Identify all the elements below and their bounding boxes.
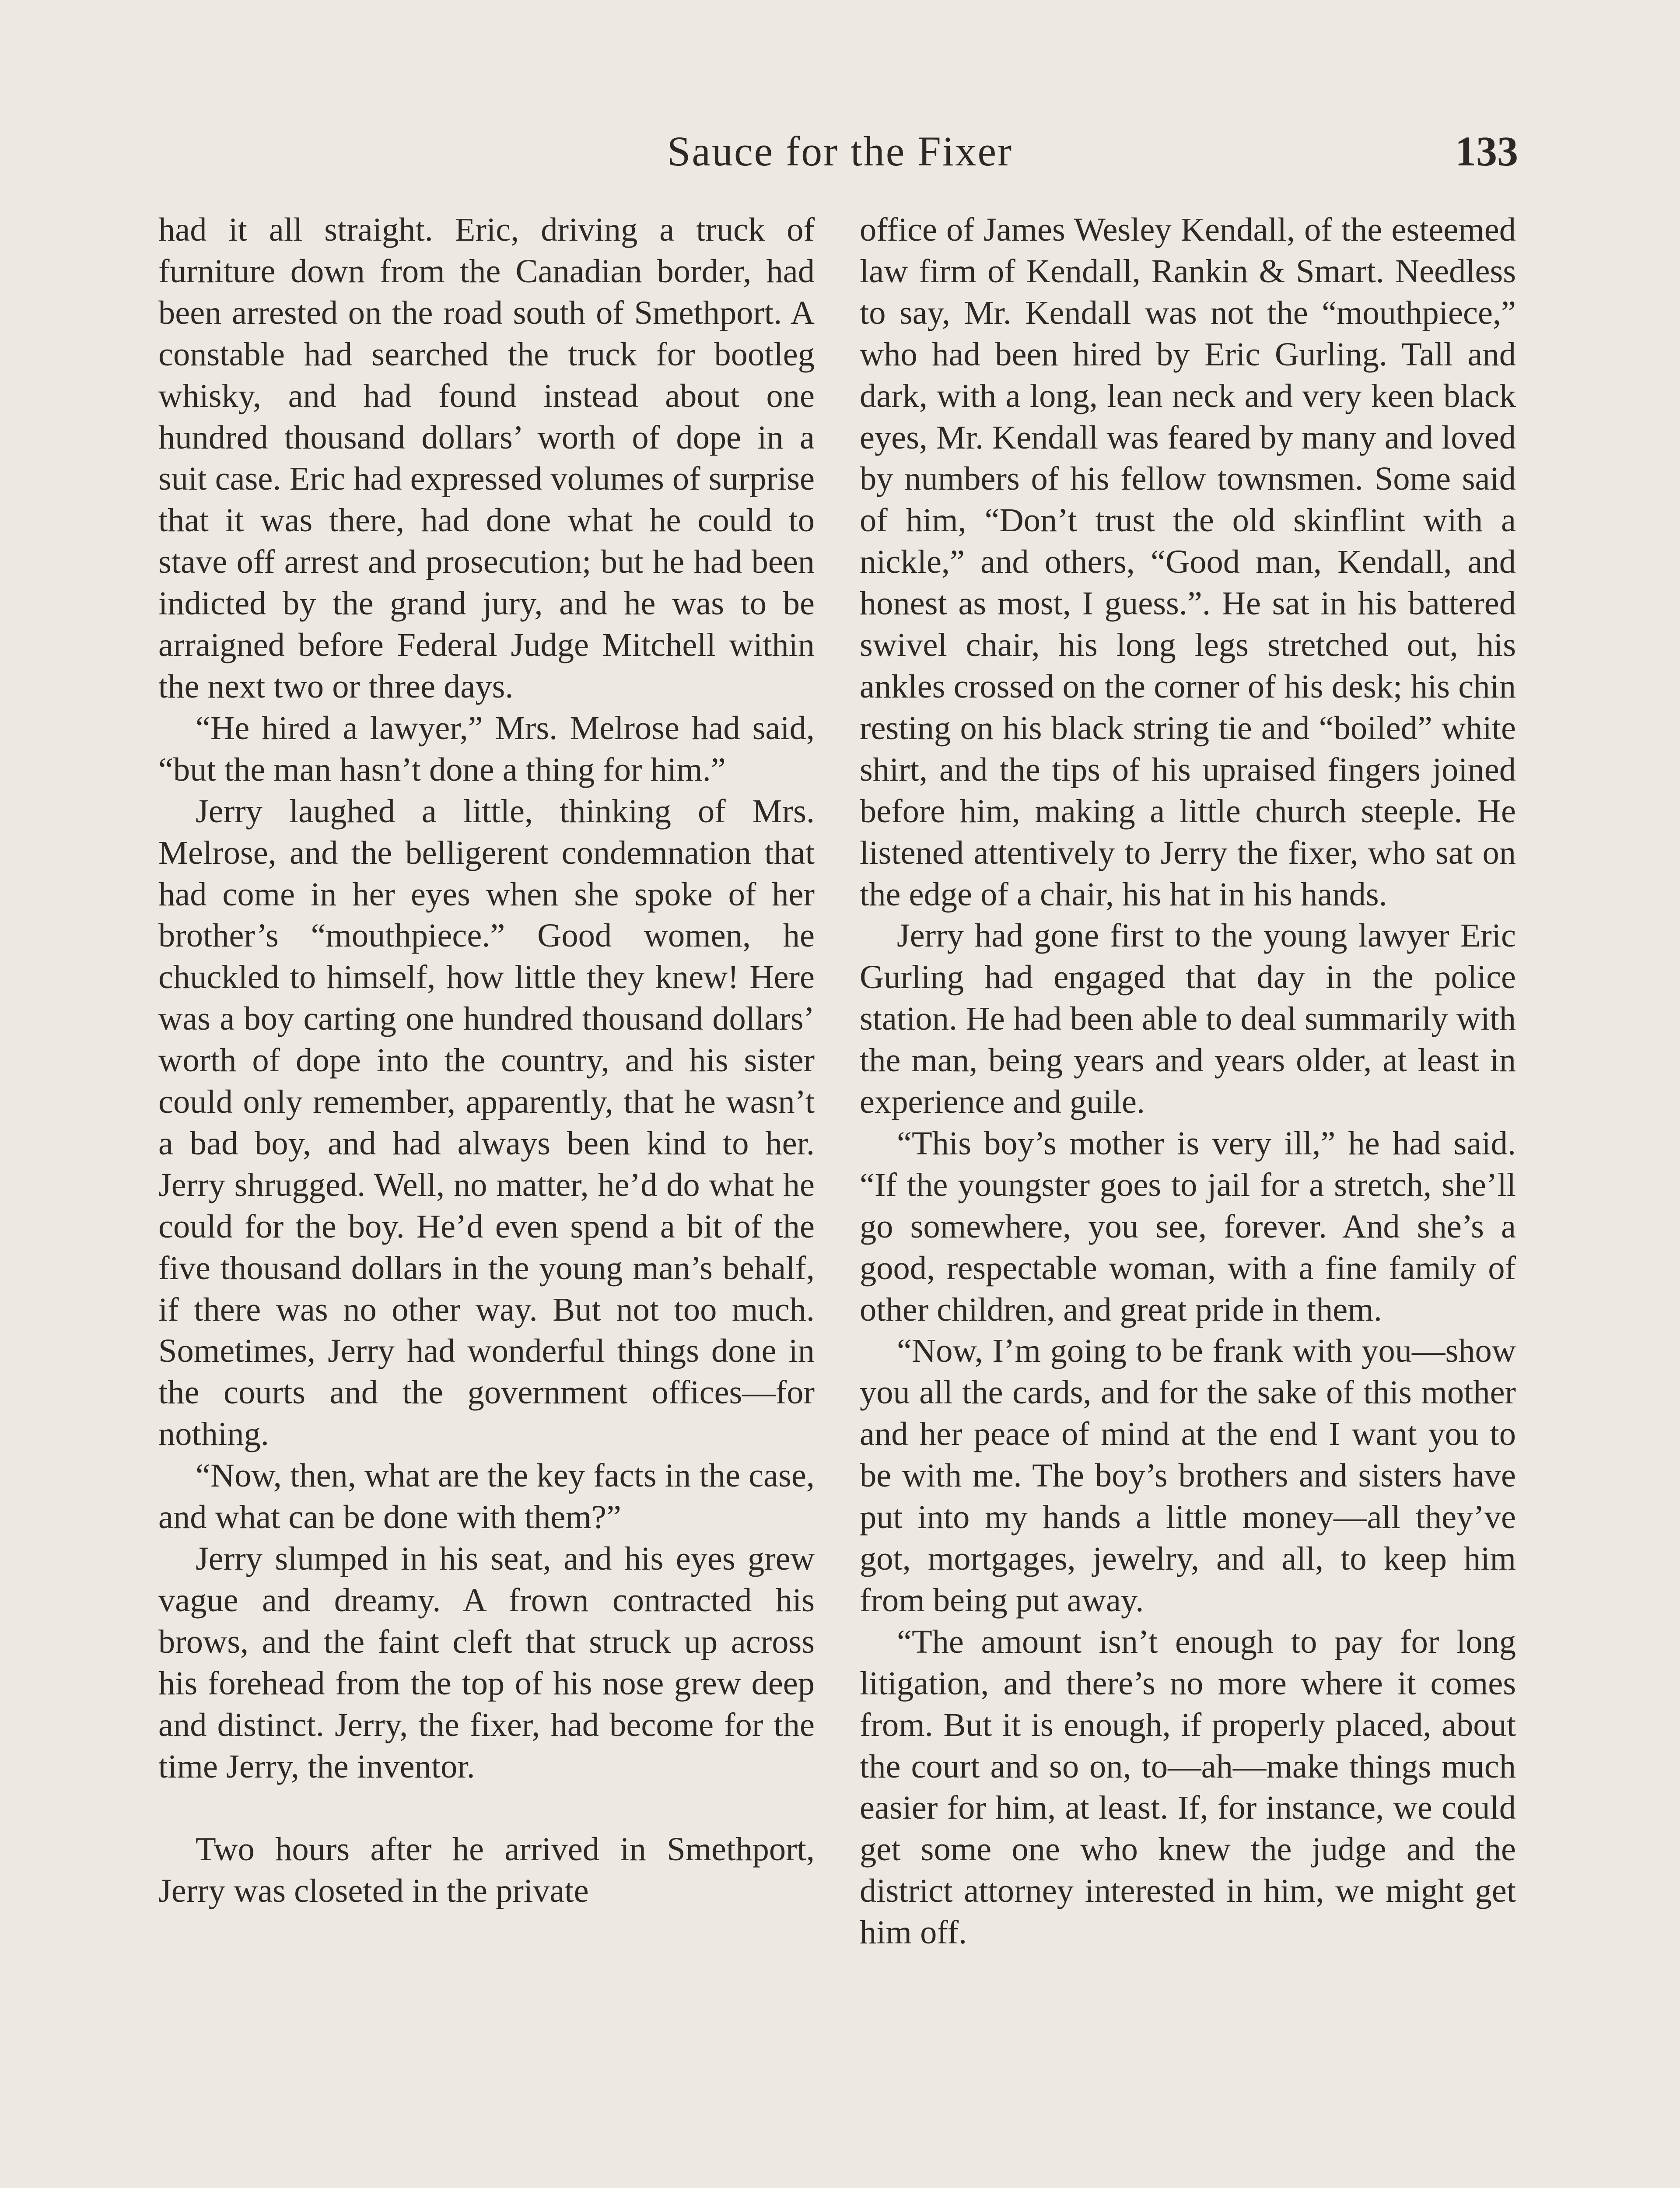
paragraph: Jerry had gone first to the young lawyer Eric Gurling had engaged that day in the police station. He had been able to deal summarily with the man, being years and years older, at least in experience and guile. bbox=[860, 917, 1516, 1121]
paragraph: “The amount isn’t enough to pay for long litigation, and there’s no more where it comes from. But it is enough, if properly placed, about the court and so on, to—ah—make things much easier for him, at least. If, for instance, we could get some one who knew the judge and the district attorney interested in him, we might get him off. bbox=[860, 1623, 1516, 1951]
paragraph: Jerry laughed a little, thinking of Mrs. Melrose, and the belligerent condemnation that had come in her eyes when she spoke of her brother’s “mouthpiece.” Good women, he chuckled to himself, how little they knew! Here was a boy carting one hundred thousand dollars’ worth of dope into the country, and his sister could only remember, apparently, that he wasn’t a bad boy, and had always been kind to her. Jerry shrugged. Well, no matter, he’d do what he could for the boy. He’d even spend a bit of the five thousand dollars in the young man’s behalf, if there was no other way. But not too much. Sometimes, Jerry had wonderful things done in the courts and the government offices—for nothing. bbox=[158, 792, 815, 1453]
running-title: Sauce for the Fixer bbox=[667, 128, 1013, 175]
paragraph: “Now, then, what are the key facts in the case, and what can be done with them?” bbox=[158, 1457, 815, 1536]
left-column bbox=[158, 209, 815, 1912]
paragraph: “He hired a lawyer,” Mrs. Melrose had said, “but the man hasn’t done a thing for him.” bbox=[158, 709, 815, 788]
paragraph: Two hours after he arrived in Smethport, Jerry was closeted in the private bbox=[158, 1830, 815, 1910]
page-number: 133 bbox=[1455, 128, 1518, 175]
paragraph: “This boy’s mother is very ill,” he had said. “If the youngster goes to jail for a stretch, she’ll go somewhere, you see, forever. And she’s a good, respectable woman, with a fine family of other children, and great pride in them. bbox=[860, 1124, 1516, 1328]
paragraph: Jerry slumped in his seat, and his eyes grew vague and dreamy. A frown contracted his brows, and the faint cleft that struck up across his forehead from the top of his nose grew deep and distinct. Jerry, the fixer, had become for the time Jerry, the inventor. bbox=[158, 1540, 815, 1785]
right-column bbox=[860, 209, 1516, 1953]
paragraph: had it all straight. Eric, driving a truck of furniture down from the Canadian border, had been arrested on the road south of Smethport. A constable had searched the truck for bootleg whisky, and had found instead about one hundred thousand dollars’ worth of dope in a suit case. Eric had expressed volumes of surprise that it was there, had done what he could to stave off arrest and prosecution; but he had been indicted by the grand jury, and he was to be arraigned before Federal Judge Mitchell within the next two or three days. bbox=[158, 211, 815, 705]
paragraph: office of James Wesley Kendall, of the esteemed law firm of Kendall, Rankin & Smart. Needless to say, Mr. Kendall was not the “mouthpiece,” who had been hired by Eric Gurling. Tall and dark, with a long, lean neck and very keen black eyes, Mr. Kendall was feared by many and loved by numbers of his fellow townsmen. Some said of him, “Don’t trust the old skinflint with a nickle,” and others, “Good man, Kendall, and honest as most, I guess.”. He sat in his battered swivel chair, his long legs stretched out, his ankles crossed on the corner of his desk; his chin resting on his black string tie and “boiled” white shirt, and the tips of his upraised fingers joined before him, making a little church steeple. He listened attentively to Jerry the fixer, who sat on the edge of a chair, his hat in his hands. bbox=[860, 211, 1516, 913]
page-header bbox=[162, 118, 1518, 193]
paragraph: “Now, I’m going to be frank with you—show you all the cards, and for the sake of this mother and her peace of mind at the end I want you to be with me. The boy’s brothers and sisters have put into my hands a little money—all they’ve got, mortgages, jewelry, and all, to keep him from being put away. bbox=[860, 1332, 1516, 1619]
